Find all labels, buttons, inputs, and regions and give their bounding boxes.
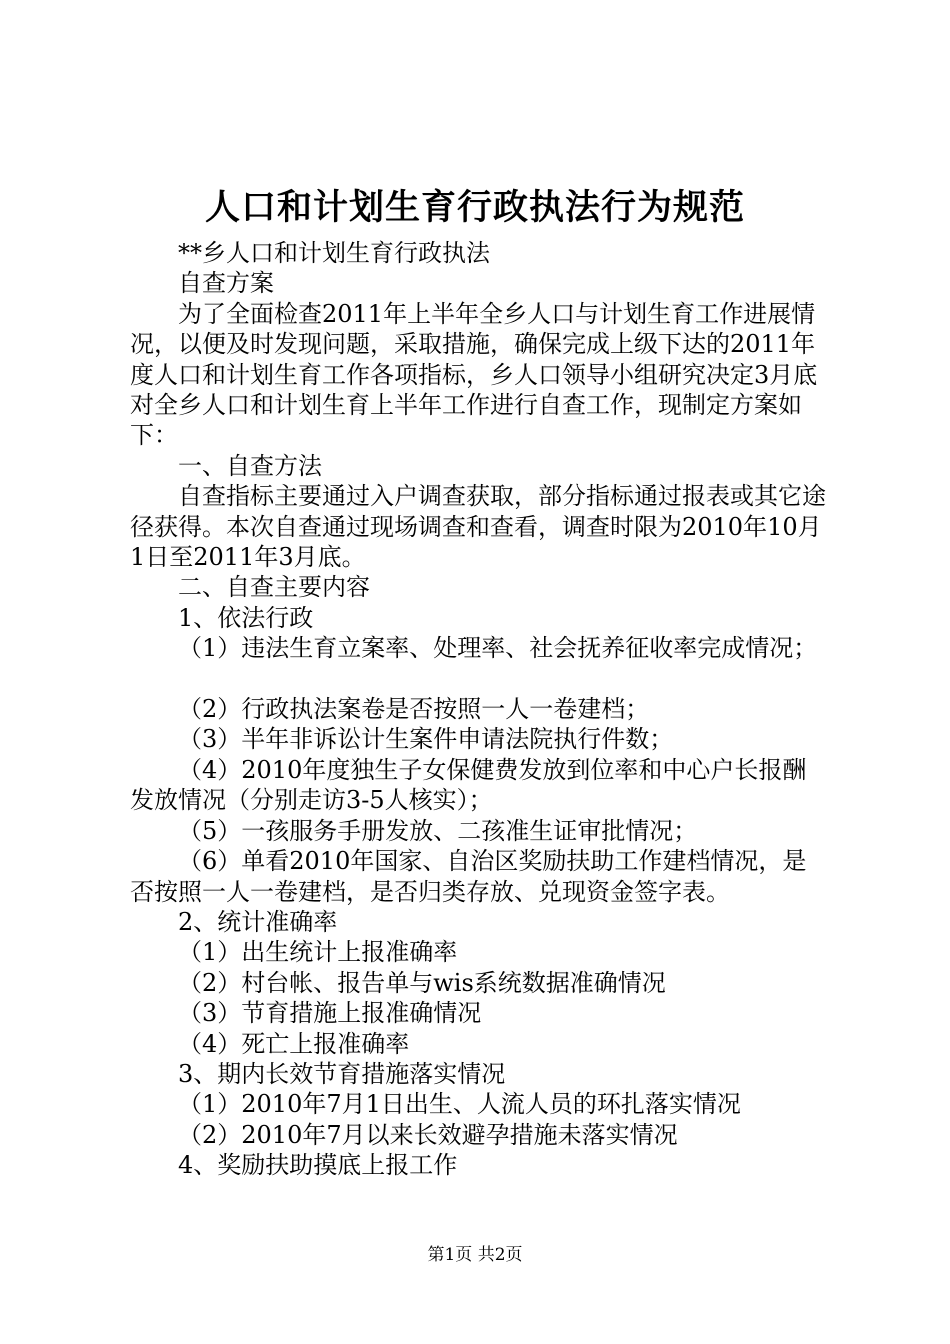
- list-item: （6）单看2010年国家、自治区奖励扶助工作建档情况，是否按照一人一卷建档，是否归类存放、兑现资金签字表。: [130, 847, 807, 906]
- blank-line: [130, 664, 830, 694]
- list-item: （4）死亡上报准确率: [178, 1029, 410, 1058]
- list-item: （4）2010年度独生子女保健费发放到位率和中心户长报酬发放情况（分别走访3-5人核实）；: [130, 755, 807, 815]
- document-body: [130, 238, 830, 1181]
- paragraph: 自查方案: [178, 269, 274, 298]
- section-heading: 一、自查方法: [178, 451, 322, 480]
- subsection-heading: 4、奖励扶助摸底上报工作: [178, 1151, 458, 1180]
- list-item: （2）行政执法案卷是否按照一人一卷建档；: [178, 695, 650, 724]
- list-item: （2）2010年7月以来长效避孕措施未落实情况: [178, 1120, 678, 1149]
- list-item: （3）节育措施上报准确情况: [178, 999, 482, 1028]
- list-item: （1）出生统计上报准确率: [178, 938, 458, 967]
- subsection-heading: 3、期内长效节育措施落实情况: [178, 1059, 506, 1088]
- paragraph: **乡人口和计划生育行政执法: [178, 239, 490, 267]
- list-item: （3）半年非诉讼计生案件申请法院执行件数；: [178, 725, 674, 754]
- document-title: 人口和计划生育行政执法行为规范: [204, 187, 745, 228]
- subsection-heading: 2、统计准确率: [178, 907, 338, 936]
- section-heading: 二、自查主要内容: [178, 573, 370, 602]
- page-footer: 第1页 共2页: [427, 1245, 523, 1265]
- paragraph: 为了全面检查2011年上半年全乡人口与计划生育工作进展情况，以便及时发现问题，采取措施，确保完成上级下达的2011年度人口和计划生育工作各项指标，乡人口领导小组研究决定3月底对全乡人口和计划生育上半年工作进行自查工作，现制定方案如下：: [130, 299, 818, 450]
- subsection-heading: 1、依法行政: [178, 603, 314, 632]
- list-item: （1）2010年7月1日出生、人流人员的环扎落实情况: [178, 1090, 741, 1119]
- list-item: （5）一孩服务手册发放、二孩准生证审批情况；: [178, 816, 698, 845]
- list-item: （2）村台帐、报告单与wis系统数据准确情况: [178, 968, 666, 997]
- list-item: （1）违法生育立案率、处理率、社会抚养征收率完成情况；: [178, 634, 818, 663]
- paragraph: 自查指标主要通过入户调查获取，部分指标通过报表或其它途径获得。本次自查通过现场调查和查看，调查时限为2010年10月1日至2011年3月底。: [130, 482, 826, 572]
